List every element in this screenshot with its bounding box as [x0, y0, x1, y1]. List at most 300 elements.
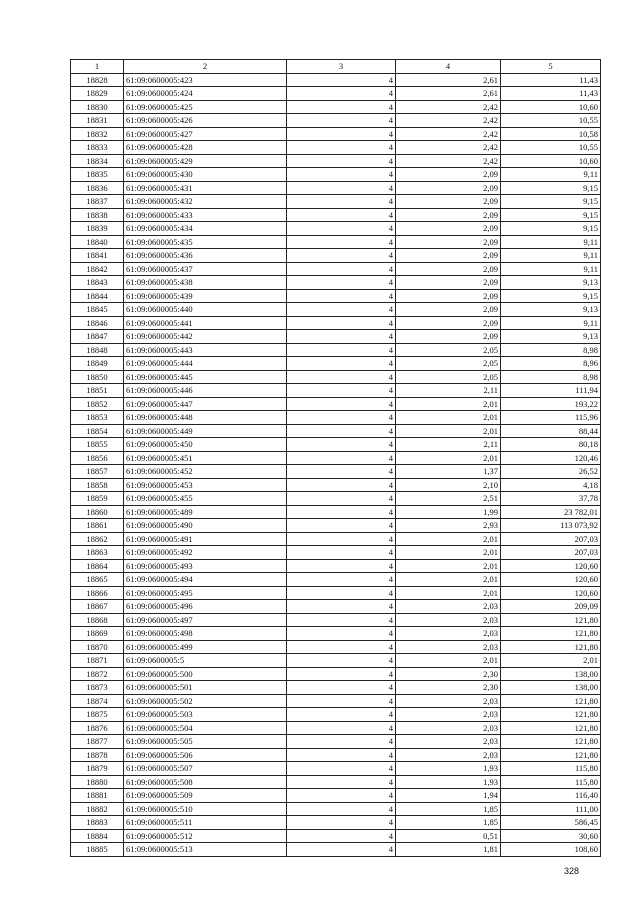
cell-category-code: 4: [287, 249, 396, 263]
cell-row-number: 18869: [71, 627, 124, 641]
cell-amount-value: 10,55: [501, 114, 601, 128]
cell-amount-value: 115,96: [501, 411, 601, 425]
cell-rate-value: 2,01: [396, 451, 501, 465]
cell-row-number: 18849: [71, 357, 124, 371]
table-row: [71, 289, 601, 303]
table-row: [71, 694, 601, 708]
cell-rate-value: 2,61: [396, 73, 501, 87]
table-row: [71, 181, 601, 195]
table-row: [71, 411, 601, 425]
table-row: [71, 100, 601, 114]
cell-rate-value: 2,01: [396, 397, 501, 411]
cell-cadastral-number: 61:09:0600005:430: [124, 168, 287, 182]
cell-rate-value: 2,61: [396, 87, 501, 101]
cell-cadastral-number: 61:09:0600005:440: [124, 303, 287, 317]
cell-amount-value: 111,94: [501, 384, 601, 398]
cell-cadastral-number: 61:09:0600005:450: [124, 438, 287, 452]
cell-rate-value: 2,09: [396, 303, 501, 317]
cell-category-code: 4: [287, 384, 396, 398]
cell-rate-value: 2,05: [396, 357, 501, 371]
cell-row-number: 18829: [71, 87, 124, 101]
table-row: [71, 397, 601, 411]
table-row: [71, 829, 601, 843]
cell-row-number: 18848: [71, 343, 124, 357]
cell-row-number: 18853: [71, 411, 124, 425]
cell-rate-value: 2,05: [396, 370, 501, 384]
cell-rate-value: 2,42: [396, 114, 501, 128]
cell-cadastral-number: 61:09:0600005:494: [124, 573, 287, 587]
cell-row-number: 18882: [71, 802, 124, 816]
cell-category-code: 4: [287, 168, 396, 182]
cell-amount-value: 121,80: [501, 748, 601, 762]
table-row: [71, 843, 601, 857]
cell-rate-value: 1,85: [396, 802, 501, 816]
table-row: [71, 532, 601, 546]
table-row: [71, 195, 601, 209]
page-number: 328: [564, 866, 580, 876]
table-row: [71, 586, 601, 600]
table-row: [71, 168, 601, 182]
cell-row-number: 18881: [71, 789, 124, 803]
cell-amount-value: 9,11: [501, 168, 601, 182]
table-row: [71, 424, 601, 438]
cell-cadastral-number: 61:09:0600005:441: [124, 316, 287, 330]
cell-cadastral-number: 61:09:0600005:495: [124, 586, 287, 600]
table-row: [71, 478, 601, 492]
cell-amount-value: 9,13: [501, 303, 601, 317]
cell-rate-value: 2,01: [396, 532, 501, 546]
cell-rate-value: 2,09: [396, 276, 501, 290]
cell-row-number: 18884: [71, 829, 124, 843]
cell-cadastral-number: 61:09:0600005:424: [124, 87, 287, 101]
table-row: [71, 208, 601, 222]
cell-rate-value: 2,01: [396, 411, 501, 425]
cell-rate-value: 2,03: [396, 708, 501, 722]
cell-row-number: 18878: [71, 748, 124, 762]
column-header-5: 5: [501, 60, 601, 74]
cell-rate-value: 2,93: [396, 519, 501, 533]
cell-amount-value: 26,52: [501, 465, 601, 479]
table-row: [71, 465, 601, 479]
cell-category-code: 4: [287, 532, 396, 546]
cell-amount-value: 9,11: [501, 249, 601, 263]
cell-row-number: 18861: [71, 519, 124, 533]
cell-rate-value: 2,01: [396, 424, 501, 438]
cell-cadastral-number: 61:09:0600005:455: [124, 492, 287, 506]
table-row: [71, 222, 601, 236]
table-row: [71, 735, 601, 749]
cell-rate-value: 2,11: [396, 438, 501, 452]
cell-category-code: 4: [287, 303, 396, 317]
cell-rate-value: 2,42: [396, 127, 501, 141]
table-row: [71, 708, 601, 722]
cell-amount-value: 120,60: [501, 573, 601, 587]
cell-row-number: 18844: [71, 289, 124, 303]
cell-rate-value: 2,01: [396, 573, 501, 587]
table-row: [71, 316, 601, 330]
cell-category-code: 4: [287, 789, 396, 803]
cell-rate-value: 2,30: [396, 667, 501, 681]
cell-category-code: 4: [287, 222, 396, 236]
cell-row-number: 18837: [71, 195, 124, 209]
cell-category-code: 4: [287, 411, 396, 425]
cell-row-number: 18864: [71, 559, 124, 573]
table-row: [71, 438, 601, 452]
cell-rate-value: 2,03: [396, 735, 501, 749]
cell-category-code: 4: [287, 843, 396, 857]
cell-rate-value: 1,94: [396, 789, 501, 803]
cell-category-code: 4: [287, 397, 396, 411]
cell-cadastral-number: 61:09:0600005:452: [124, 465, 287, 479]
table-row: [71, 249, 601, 263]
cell-category-code: 4: [287, 492, 396, 506]
table-row: [71, 775, 601, 789]
cell-cadastral-number: 61:09:0600005:489: [124, 505, 287, 519]
column-header-2: 2: [124, 60, 287, 74]
cell-row-number: 18880: [71, 775, 124, 789]
cell-cadastral-number: 61:09:0600005:444: [124, 357, 287, 371]
cell-row-number: 18876: [71, 721, 124, 735]
cell-category-code: 4: [287, 573, 396, 587]
cell-cadastral-number: 61:09:0600005:509: [124, 789, 287, 803]
cell-cadastral-number: 61:09:0600005:511: [124, 816, 287, 830]
cell-cadastral-number: 61:09:0600005:446: [124, 384, 287, 398]
cell-row-number: 18846: [71, 316, 124, 330]
cell-rate-value: 2,09: [396, 249, 501, 263]
cell-category-code: 4: [287, 519, 396, 533]
cell-category-code: 4: [287, 343, 396, 357]
cell-category-code: 4: [287, 735, 396, 749]
table-row: [71, 681, 601, 695]
table-row: [71, 816, 601, 830]
cell-category-code: 4: [287, 100, 396, 114]
cell-cadastral-number: 61:09:0600005:497: [124, 613, 287, 627]
cell-cadastral-number: 61:09:0600005:451: [124, 451, 287, 465]
cell-amount-value: 115,80: [501, 775, 601, 789]
cell-category-code: 4: [287, 87, 396, 101]
cell-amount-value: 10,60: [501, 154, 601, 168]
cell-category-code: 4: [287, 559, 396, 573]
cell-amount-value: 121,80: [501, 640, 601, 654]
cell-category-code: 4: [287, 73, 396, 87]
cell-cadastral-number: 61:09:0600005:432: [124, 195, 287, 209]
table-row: [71, 141, 601, 155]
cell-rate-value: 2,10: [396, 478, 501, 492]
cell-category-code: 4: [287, 667, 396, 681]
cell-rate-value: 1,93: [396, 762, 501, 776]
cell-category-code: 4: [287, 654, 396, 668]
cell-rate-value: 0,51: [396, 829, 501, 843]
cell-amount-value: 4,18: [501, 478, 601, 492]
cell-amount-value: 115,80: [501, 762, 601, 776]
cell-cadastral-number: 61:09:0600005:442: [124, 330, 287, 344]
cell-amount-value: 8,98: [501, 370, 601, 384]
cell-rate-value: 2,09: [396, 222, 501, 236]
cell-row-number: 18879: [71, 762, 124, 776]
cell-cadastral-number: 61:09:0600005:426: [124, 114, 287, 128]
cell-rate-value: 2,42: [396, 154, 501, 168]
cell-category-code: 4: [287, 262, 396, 276]
cell-category-code: 4: [287, 438, 396, 452]
cell-amount-value: 23 782,01: [501, 505, 601, 519]
cell-row-number: 18847: [71, 330, 124, 344]
cell-cadastral-number: 61:09:0600005:436: [124, 249, 287, 263]
cell-row-number: 18836: [71, 181, 124, 195]
cell-rate-value: 1,37: [396, 465, 501, 479]
cell-row-number: 18855: [71, 438, 124, 452]
cell-cadastral-number: 61:09:0600005:439: [124, 289, 287, 303]
cell-rate-value: 2,03: [396, 748, 501, 762]
cell-row-number: 18874: [71, 694, 124, 708]
cell-cadastral-number: 61:09:0600005:423: [124, 73, 287, 87]
cell-rate-value: 2,09: [396, 330, 501, 344]
cell-rate-value: 2,11: [396, 384, 501, 398]
cell-cadastral-number: 61:09:0600005:506: [124, 748, 287, 762]
cell-rate-value: 1,85: [396, 816, 501, 830]
cell-cadastral-number: 61:09:0600005:428: [124, 141, 287, 155]
cell-row-number: 18840: [71, 235, 124, 249]
cell-rate-value: 2,03: [396, 694, 501, 708]
cell-category-code: 4: [287, 208, 396, 222]
table-row: [71, 384, 601, 398]
cell-amount-value: 10,60: [501, 100, 601, 114]
table-row: [71, 127, 601, 141]
cell-amount-value: 8,96: [501, 357, 601, 371]
cell-cadastral-number: 61:09:0600005:449: [124, 424, 287, 438]
cell-amount-value: 586,45: [501, 816, 601, 830]
table-row: [71, 330, 601, 344]
cell-amount-value: 209,09: [501, 600, 601, 614]
cell-amount-value: 9,13: [501, 276, 601, 290]
cell-amount-value: 10,58: [501, 127, 601, 141]
cell-cadastral-number: 61:09:0600005:445: [124, 370, 287, 384]
cell-category-code: 4: [287, 802, 396, 816]
cell-cadastral-number: 61:09:0600005:499: [124, 640, 287, 654]
cell-cadastral-number: 61:09:0600005:512: [124, 829, 287, 843]
table-row: [71, 357, 601, 371]
cell-cadastral-number: 61:09:0600005:502: [124, 694, 287, 708]
cell-cadastral-number: 61:09:0600005:500: [124, 667, 287, 681]
table-row: [71, 748, 601, 762]
table-row: [71, 600, 601, 614]
cell-cadastral-number: 61:09:0600005:437: [124, 262, 287, 276]
table-row: [71, 87, 601, 101]
cell-row-number: 18866: [71, 586, 124, 600]
cell-category-code: 4: [287, 640, 396, 654]
cell-row-number: 18833: [71, 141, 124, 155]
cell-category-code: 4: [287, 505, 396, 519]
cell-row-number: 18883: [71, 816, 124, 830]
cell-category-code: 4: [287, 775, 396, 789]
cell-category-code: 4: [287, 613, 396, 627]
cell-amount-value: 88,44: [501, 424, 601, 438]
column-header-4: 4: [396, 60, 501, 74]
cell-amount-value: 120,60: [501, 559, 601, 573]
cell-row-number: 18852: [71, 397, 124, 411]
cell-rate-value: 1,99: [396, 505, 501, 519]
cell-row-number: 18857: [71, 465, 124, 479]
table-row: [71, 519, 601, 533]
table-row: [71, 627, 601, 641]
cell-amount-value: 9,11: [501, 235, 601, 249]
cell-row-number: 18875: [71, 708, 124, 722]
cell-rate-value: 2,09: [396, 262, 501, 276]
cell-amount-value: 121,80: [501, 627, 601, 641]
cell-rate-value: 2,09: [396, 195, 501, 209]
cell-amount-value: 9,13: [501, 330, 601, 344]
cell-amount-value: 138,00: [501, 667, 601, 681]
cell-row-number: 18856: [71, 451, 124, 465]
cell-amount-value: 9,11: [501, 316, 601, 330]
cell-row-number: 18831: [71, 114, 124, 128]
cell-cadastral-number: 61:09:0600005:433: [124, 208, 287, 222]
cell-rate-value: 2,01: [396, 586, 501, 600]
cell-row-number: 18858: [71, 478, 124, 492]
cell-cadastral-number: 61:09:0600005:496: [124, 600, 287, 614]
cell-row-number: 18838: [71, 208, 124, 222]
table-row: [71, 492, 601, 506]
cell-amount-value: 9,15: [501, 195, 601, 209]
cell-category-code: 4: [287, 721, 396, 735]
cell-rate-value: 1,93: [396, 775, 501, 789]
cell-row-number: 18834: [71, 154, 124, 168]
cell-row-number: 18854: [71, 424, 124, 438]
cell-cadastral-number: 61:09:0600005:505: [124, 735, 287, 749]
cell-category-code: 4: [287, 627, 396, 641]
table-row: [71, 667, 601, 681]
table-row: [71, 789, 601, 803]
cell-rate-value: 1,81: [396, 843, 501, 857]
cell-row-number: 18843: [71, 276, 124, 290]
table-row: [71, 303, 601, 317]
cell-category-code: 4: [287, 681, 396, 695]
cell-category-code: 4: [287, 276, 396, 290]
cell-cadastral-number: 61:09:0600005:493: [124, 559, 287, 573]
cell-amount-value: 9,15: [501, 181, 601, 195]
cell-rate-value: 2,09: [396, 181, 501, 195]
cell-category-code: 4: [287, 465, 396, 479]
cell-amount-value: 193,22: [501, 397, 601, 411]
table-row: [71, 762, 601, 776]
cell-row-number: 18867: [71, 600, 124, 614]
cell-cadastral-number: 61:09:0600005:504: [124, 721, 287, 735]
cell-amount-value: 121,80: [501, 735, 601, 749]
cell-amount-value: 120,60: [501, 586, 601, 600]
cell-category-code: 4: [287, 330, 396, 344]
cell-category-code: 4: [287, 316, 396, 330]
cell-amount-value: 121,80: [501, 708, 601, 722]
cell-rate-value: 2,09: [396, 208, 501, 222]
cell-category-code: 4: [287, 424, 396, 438]
cell-row-number: 18860: [71, 505, 124, 519]
cell-category-code: 4: [287, 546, 396, 560]
cell-row-number: 18830: [71, 100, 124, 114]
cell-amount-value: 120,46: [501, 451, 601, 465]
cell-rate-value: 2,09: [396, 316, 501, 330]
cell-row-number: 18859: [71, 492, 124, 506]
cell-rate-value: 2,42: [396, 100, 501, 114]
cell-amount-value: 138,00: [501, 681, 601, 695]
cell-category-code: 4: [287, 586, 396, 600]
cell-amount-value: 111,00: [501, 802, 601, 816]
cell-category-code: 4: [287, 114, 396, 128]
cell-rate-value: 2,30: [396, 681, 501, 695]
table-row: [71, 73, 601, 87]
cell-category-code: 4: [287, 748, 396, 762]
cell-cadastral-number: 61:09:0600005:508: [124, 775, 287, 789]
cell-row-number: 18832: [71, 127, 124, 141]
cell-amount-value: 121,80: [501, 613, 601, 627]
cell-row-number: 18862: [71, 532, 124, 546]
cell-category-code: 4: [287, 829, 396, 843]
cell-row-number: 18885: [71, 843, 124, 857]
cell-category-code: 4: [287, 451, 396, 465]
cell-rate-value: 2,03: [396, 600, 501, 614]
cell-category-code: 4: [287, 127, 396, 141]
cell-amount-value: 37,78: [501, 492, 601, 506]
cell-category-code: 4: [287, 154, 396, 168]
cell-amount-value: 8,98: [501, 343, 601, 357]
cell-rate-value: 2,51: [396, 492, 501, 506]
cell-category-code: 4: [287, 600, 396, 614]
cell-category-code: 4: [287, 478, 396, 492]
cell-row-number: 18842: [71, 262, 124, 276]
cell-rate-value: 2,01: [396, 546, 501, 560]
cell-cadastral-number: 61:09:0600005:427: [124, 127, 287, 141]
table-row: [71, 343, 601, 357]
cell-cadastral-number: 61:09:0600005:507: [124, 762, 287, 776]
cell-amount-value: 11,43: [501, 87, 601, 101]
cell-category-code: 4: [287, 816, 396, 830]
cell-rate-value: 2,03: [396, 627, 501, 641]
table-row: [71, 802, 601, 816]
table-body: [71, 73, 601, 856]
cell-rate-value: 2,01: [396, 559, 501, 573]
cell-category-code: 4: [287, 762, 396, 776]
cell-cadastral-number: 61:09:0600005:434: [124, 222, 287, 236]
cell-amount-value: 121,80: [501, 721, 601, 735]
cell-row-number: 18868: [71, 613, 124, 627]
cell-row-number: 18870: [71, 640, 124, 654]
table-row: [71, 235, 601, 249]
table-row: [71, 721, 601, 735]
cell-rate-value: 2,05: [396, 343, 501, 357]
cell-row-number: 18845: [71, 303, 124, 317]
cell-amount-value: 30,60: [501, 829, 601, 843]
table-header-row: [71, 60, 601, 74]
cell-rate-value: 2,09: [396, 168, 501, 182]
cell-cadastral-number: 61:09:0600005:448: [124, 411, 287, 425]
cell-amount-value: 113 073,92: [501, 519, 601, 533]
cell-cadastral-number: 61:09:0600005:453: [124, 478, 287, 492]
cell-cadastral-number: 61:09:0600005:447: [124, 397, 287, 411]
cell-row-number: 18841: [71, 249, 124, 263]
cell-amount-value: 207,03: [501, 532, 601, 546]
cell-cadastral-number: 61:09:0600005:491: [124, 532, 287, 546]
cell-rate-value: 2,03: [396, 721, 501, 735]
cell-amount-value: 9,15: [501, 208, 601, 222]
cell-category-code: 4: [287, 235, 396, 249]
cell-row-number: 18863: [71, 546, 124, 560]
cell-cadastral-number: 61:09:0600005:513: [124, 843, 287, 857]
table-row: [71, 370, 601, 384]
cell-cadastral-number: 61:09:0600005:5: [124, 654, 287, 668]
cell-amount-value: 9,11: [501, 262, 601, 276]
table-row: [71, 154, 601, 168]
cell-cadastral-number: 61:09:0600005:443: [124, 343, 287, 357]
cell-row-number: 18851: [71, 384, 124, 398]
column-header-3: 3: [287, 60, 396, 74]
